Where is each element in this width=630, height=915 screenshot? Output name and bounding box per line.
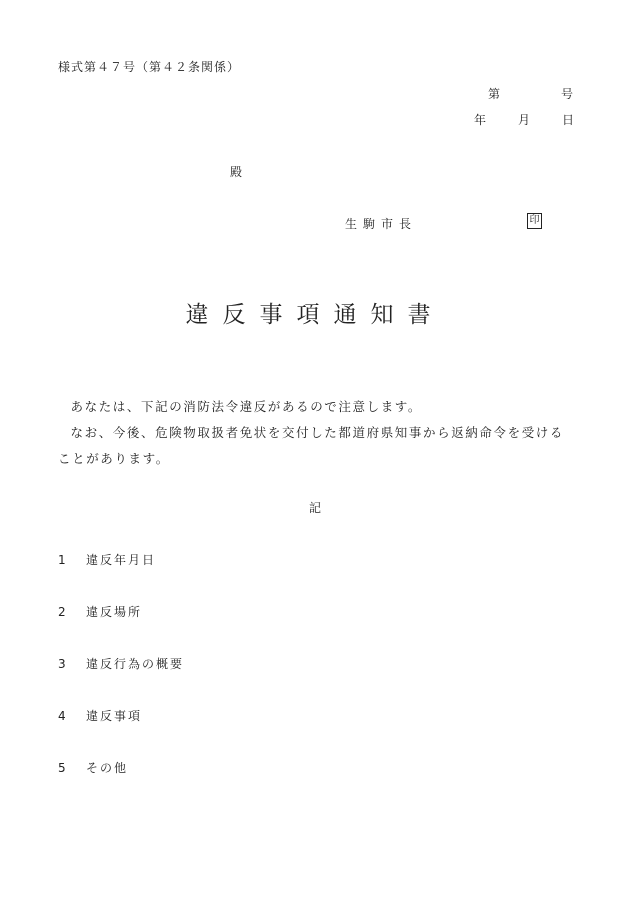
doc-number-prefix: 第 <box>488 87 501 101</box>
seal-mark: 印 <box>527 213 542 229</box>
form-number: 様式第４７号（第４２条関係） <box>58 60 241 74</box>
item-label: 違反行為の概要 <box>86 657 185 671</box>
item-number: 4 <box>58 709 66 723</box>
ki-heading: 記 <box>308 501 321 515</box>
item-number: 5 <box>58 761 66 775</box>
list-item <box>58 551 156 568</box>
document-title: 違反事項通知書 <box>185 302 445 328</box>
item-label: 違反事項 <box>86 709 143 723</box>
body-paragraph-2: なお、今後、危険物取扱者免状を交付した都道府県知事から返納命令を受けることがあります。 <box>58 425 565 466</box>
item-number: 3 <box>58 657 66 671</box>
doc-number-suffix: 号 <box>561 87 574 101</box>
item-label: その他 <box>86 761 129 775</box>
list-item <box>58 707 142 724</box>
addressee-suffix: 殿 <box>230 165 243 179</box>
date-year: 年 <box>474 113 487 127</box>
body-text <box>58 394 578 472</box>
item-label: 違反年月日 <box>86 553 157 567</box>
date-month: 月 <box>518 113 531 127</box>
list-item <box>58 603 142 620</box>
list-item <box>58 655 184 672</box>
item-number: 2 <box>58 605 66 619</box>
item-label: 違反場所 <box>86 605 143 619</box>
body-paragraph-1: あなたは、下記の消防法令違反があるので注意します。 <box>70 399 423 414</box>
list-item <box>58 759 128 776</box>
item-number: 1 <box>58 553 66 567</box>
date-day: 日 <box>562 113 575 127</box>
issuer-name: 生駒市長 <box>345 217 418 231</box>
